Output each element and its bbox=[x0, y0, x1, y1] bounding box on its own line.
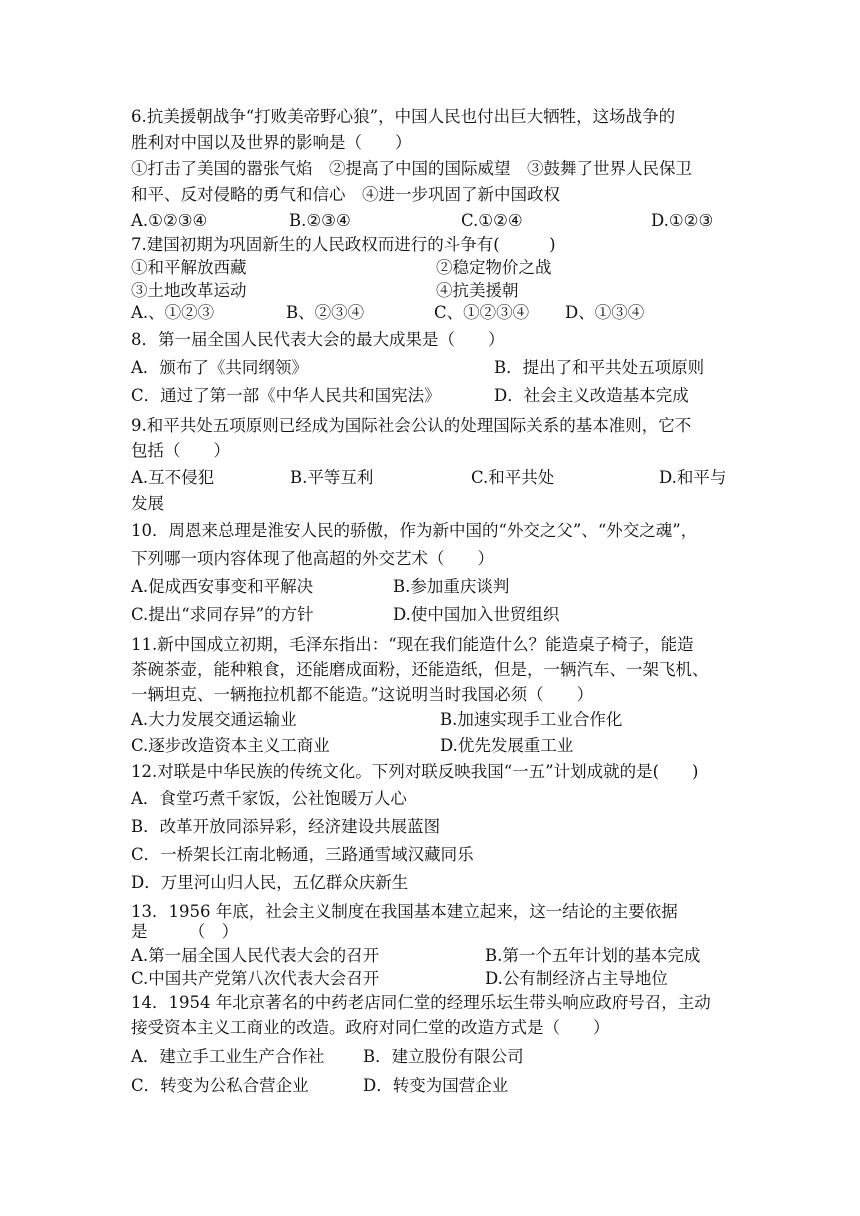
q9-option-a: A.互不侵犯 bbox=[131, 468, 215, 487]
q12-option-d: D．万里河山归人民，五亿群众庆新生 bbox=[131, 873, 409, 892]
q12-option-c: C．一桥架长江南北畅通，三路通雪域汉藏同乐 bbox=[131, 845, 474, 864]
q6-option-a: A.①②③④ bbox=[131, 211, 208, 230]
q6-stem-line1: 6.抗美援朝战争“打败美帝野心狼”，中国人民也付出巨大牺牲，这场战争的 bbox=[131, 107, 676, 126]
q6-option-d: D.①②③ bbox=[651, 211, 714, 230]
q8-option-c: C．通过了第一部《中华人民共和国宪法》 bbox=[131, 386, 441, 405]
q9-option-d-cont: 发展 bbox=[131, 494, 164, 513]
q7-item-1: ①和平解放西藏 bbox=[131, 258, 247, 277]
q8-stem: 8．第一届全国人民代表大会的最大成果是（ ） bbox=[131, 330, 505, 349]
q7-option-d: D、①③④ bbox=[565, 303, 645, 322]
q6-stem-line2: 胜利对中国以及世界的影响是（ ） bbox=[131, 133, 412, 152]
q6-option-c: C.①②④ bbox=[461, 211, 523, 230]
q7-option-c: C、①②③④ bbox=[434, 303, 530, 322]
q10-option-a: A.促成西安事变和平解决 bbox=[131, 577, 314, 596]
q9-option-d: D.和平与 bbox=[659, 468, 727, 487]
q9-stem-line2: 包括（ ） bbox=[131, 441, 230, 460]
q11-option-a: A.大力发展交通运输业 bbox=[131, 710, 297, 729]
q13-option-b: B.第一个五年计划的基本完成 bbox=[485, 946, 701, 965]
q13-stem-line2: 是 （ ） bbox=[131, 922, 239, 941]
q7-option-a: A.、①②③ bbox=[131, 303, 215, 322]
q8-option-a: A．颁布了《共同纲领》 bbox=[131, 358, 308, 377]
q12-option-b: B．改革开放同添异彩，经济建设共展蓝图 bbox=[131, 817, 441, 836]
q13-stem-line1: 13．1956 年底，社会主义制度在我国基本建立起来，这一结论的主要依据 bbox=[131, 902, 678, 921]
q7-option-b: B、②③④ bbox=[286, 303, 365, 322]
q13-option-d: D.公有制经济占主导地位 bbox=[485, 969, 668, 988]
q8-option-d: D．社会主义改造基本完成 bbox=[494, 386, 689, 405]
q9-stem-line1: 9.和平共处五项原则已经成为国际社会公认的处理国际关系的基本准则，它不 bbox=[131, 416, 692, 435]
q14-option-c: C．转变为公私合营企业 bbox=[131, 1076, 309, 1095]
q9-option-b: B.平等互利 bbox=[290, 468, 374, 487]
q10-stem-line2: 下列哪一项内容体现了他高超的外交艺术（ ） bbox=[131, 549, 494, 568]
q14-option-b: B．建立股份有限公司 bbox=[363, 1047, 524, 1066]
q13-option-c: C.中国共产党第八次代表大会召开 bbox=[131, 969, 380, 988]
q11-option-d: D.优先发展重工业 bbox=[440, 736, 574, 755]
q14-stem-line2: 接受资本主义工商业的改造。政府对同仁堂的改造方式是（ ） bbox=[131, 1018, 610, 1037]
q11-option-b: B.加速实现手工业合作化 bbox=[440, 710, 623, 729]
q9-option-c: C.和平共处 bbox=[471, 468, 555, 487]
q10-option-b: B.参加重庆谈判 bbox=[393, 577, 510, 596]
q7-item-4: ④抗美援朝 bbox=[436, 281, 519, 300]
q7-item-2: ②稳定物价之战 bbox=[436, 258, 552, 277]
q6-option-b: B.②③④ bbox=[289, 211, 351, 230]
q14-option-d: D．转变为国营企业 bbox=[363, 1076, 509, 1095]
q14-stem-line1: 14．1954 年北京著名的中药老店同仁堂的经理乐坛生带头响应政府号召，主动 bbox=[131, 993, 711, 1012]
q10-option-c: C.提出“求同存异”的方针 bbox=[131, 605, 314, 624]
q11-option-c: C.逐步改造资本主义工商业 bbox=[131, 736, 330, 755]
q11-stem-line3: 一辆坦克、一辆拖拉机都不能造。”这说明当时我国必须（ ） bbox=[131, 685, 594, 704]
q6-items-line1: ①打击了美国的嚣张气焰 ②提高了中国的国际威望 ③鼓舞了世界人民保卫 bbox=[131, 159, 692, 178]
q13-option-a: A.第一届全国人民代表大会的召开 bbox=[131, 946, 380, 965]
q7-item-3: ③土地改革运动 bbox=[131, 281, 247, 300]
q11-stem-line2: 茶碗茶壶，能种粮食，还能磨成面粉，还能造纸，但是，一辆汽车、一架飞机、 bbox=[131, 660, 709, 679]
q12-stem: 12.对联是中华民族的传统文化。下列对联反映我国“一五”计划成就的是( ) bbox=[131, 762, 699, 781]
q8-option-b: B．提出了和平共处五项原则 bbox=[494, 358, 705, 377]
q11-stem-line1: 11.新中国成立初期，毛泽东指出：“现在我们能造什么？能造桌子椅子，能造 bbox=[131, 635, 694, 654]
q14-option-a: A．建立手工业生产合作社 bbox=[131, 1047, 325, 1066]
q10-stem-line1: 10．周恩来总理是淮安人民的骄傲，作为新中国的“外交之父”、“外交之魂”， bbox=[131, 521, 698, 540]
q12-option-a: A．食堂巧煮千家饭，公社饱暖万人心 bbox=[131, 789, 407, 808]
q10-option-d: D.使中国加入世贸组织 bbox=[393, 605, 560, 624]
q7-stem: 7.建国初期为巩固新生的人民政权而进行的斗争有( ) bbox=[131, 235, 556, 254]
q6-items-line2: 和平、反对侵略的勇气和信心 ④进一步巩固了新中国政权 bbox=[131, 185, 560, 204]
